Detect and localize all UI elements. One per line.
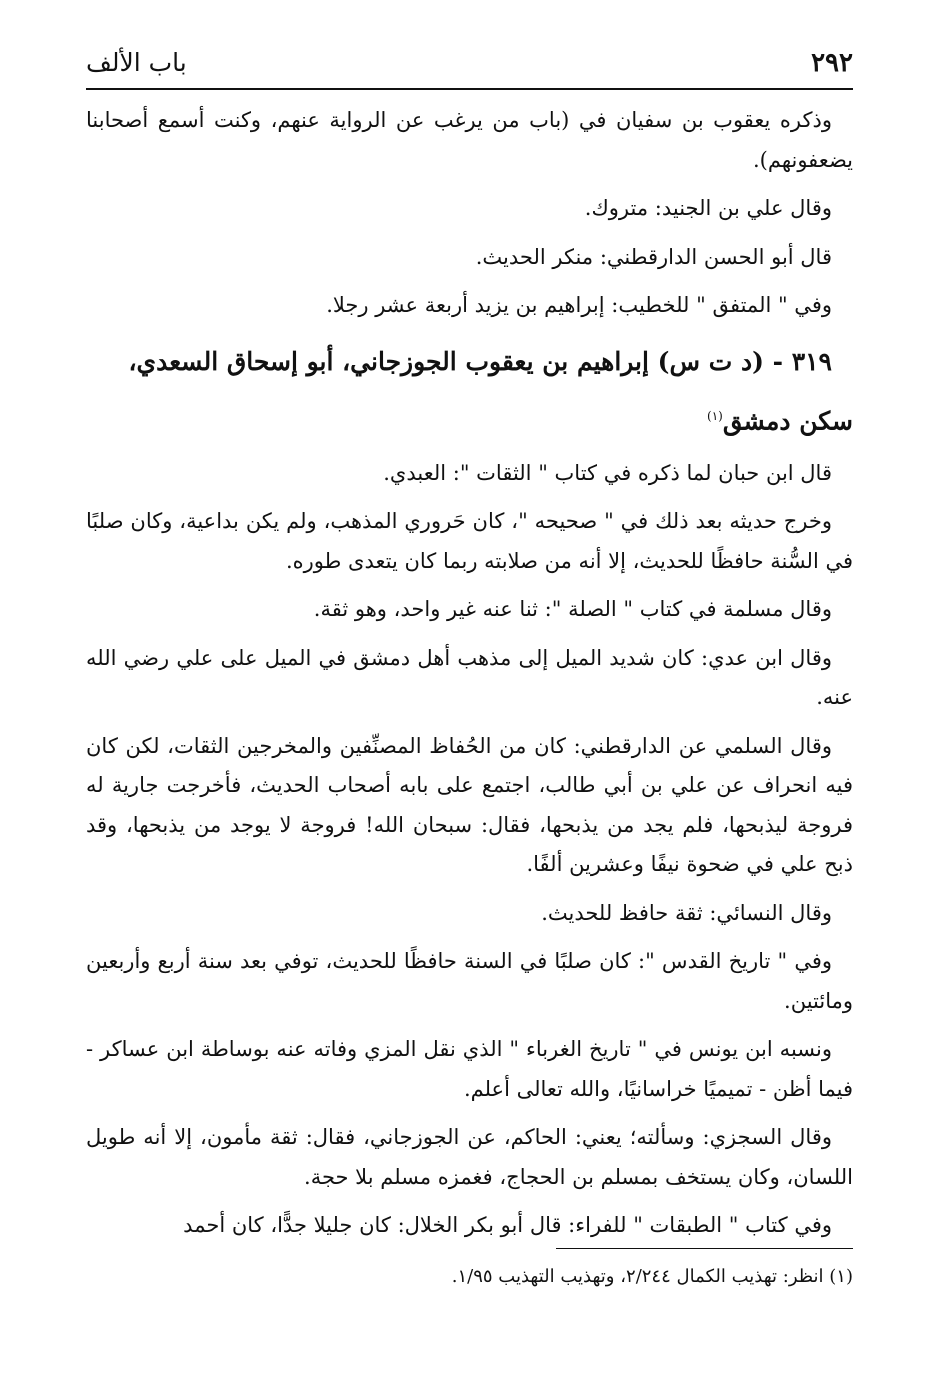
body-paragraph: قال ابن حبان لما ذكره في كتاب " الثقات ": العبدي. <box>383 460 832 485</box>
body-paragraph: وفي " تاريخ القدس ": كان صلبًا في السنة حافظًا للحديث، توفي بعد سنة أربع وأربعين ومائتين. <box>86 949 853 1013</box>
running-title: باب الألف <box>86 48 187 77</box>
body-paragraph: وقال علي بن الجنيد: متروك. <box>584 196 832 220</box>
header-rule <box>86 88 853 90</box>
body-paragraph: وذكره يعقوب بن سفيان في (باب من يرغب عن الرواية عنهم، وكنت أسمع أصحابنا يضعفونهم). <box>86 108 853 172</box>
footnote-ref: (١) <box>707 408 723 423</box>
body-paragraph: وفي " المتفق " للخطيب: إبراهيم بن يزيد أربعة عشر رجلا. <box>326 293 832 317</box>
body-paragraph: وقال ابن عدي: كان شديد الميل إلى مذهب أهل دمشق في الميل على علي رضي الله عنه. <box>86 645 853 710</box>
body-paragraph: وقال مسلمة في كتاب " الصلة ": ثنا عنه غير واحد، وهو ثقة. <box>313 597 832 622</box>
footnote: (١) انظر: تهذيب الكمال ٢/٢٤٤، وتهذيب التهذيب ١/٩٥. <box>451 1266 853 1287</box>
body-paragraph: قال أبو الحسن الدارقطني: منكر الحديث. <box>475 244 832 269</box>
entry-heading-text: ٣١٩ - (د ت س) إبراهيم بن يعقوب الجوزجاني، أبو إسحاق السعدي، سكن دمشق <box>128 346 853 435</box>
footnote-rule <box>556 1248 853 1249</box>
entry-heading <box>86 335 853 448</box>
body-paragraph: وخرج حديثه بعد ذلك في " صحيحه "، كان حَروري المذهب، ولم يكن بداعية، وكان صلبًا في السُّنة حافظًا للحديث، إلا أنه من صلابته ربما كان يتعدى طوره. <box>86 509 853 573</box>
page-header <box>86 40 853 88</box>
body-paragraph: وقال النسائي: ثقة حافظ للحديث. <box>541 900 832 925</box>
body-paragraph: وقال السجزي: وسألته؛ يعني: الحاكم، عن الجوزجاني، فقال: ثقة مأمون، إلا أنه طويل اللسان، وكان يستخف بمسلم بن الحجاج، فغمزه مسلم بلا حجة. <box>86 1125 853 1189</box>
body-paragraph: وفي كتاب " الطبقات " للفراء: قال أبو بكر الخلال: كان جليلا جدًّا، كان أحمد <box>183 1213 832 1238</box>
body-paragraph: وقال السلمي عن الدارقطني: كان من الحُفاظ المصنِّفين والمخرجين الثقات، لكن كان فيه انحراف عن علي بن أبي طالب، اجتمع على بابه أصحاب الحديث، فأخرجت جارية له فروجة ليذبحها، فلم يجد من يذبحها، فقال: سبحان الله! فروجة لا يوجد من يذبحها، وقد ذبح علي في ضحوة نيفًا وعشرين ألفًا. <box>86 733 853 877</box>
body-paragraph: ونسبه ابن يونس في " تاريخ الغرباء " الذي نقل المزي وفاته عنه بوساطة ابن عساكر - فيما أظن - تميميًا خراسانيًا، والله تعالى أعلم. <box>86 1037 853 1101</box>
page-number: ٢٩٢ <box>811 48 853 78</box>
page-body <box>86 101 853 1255</box>
